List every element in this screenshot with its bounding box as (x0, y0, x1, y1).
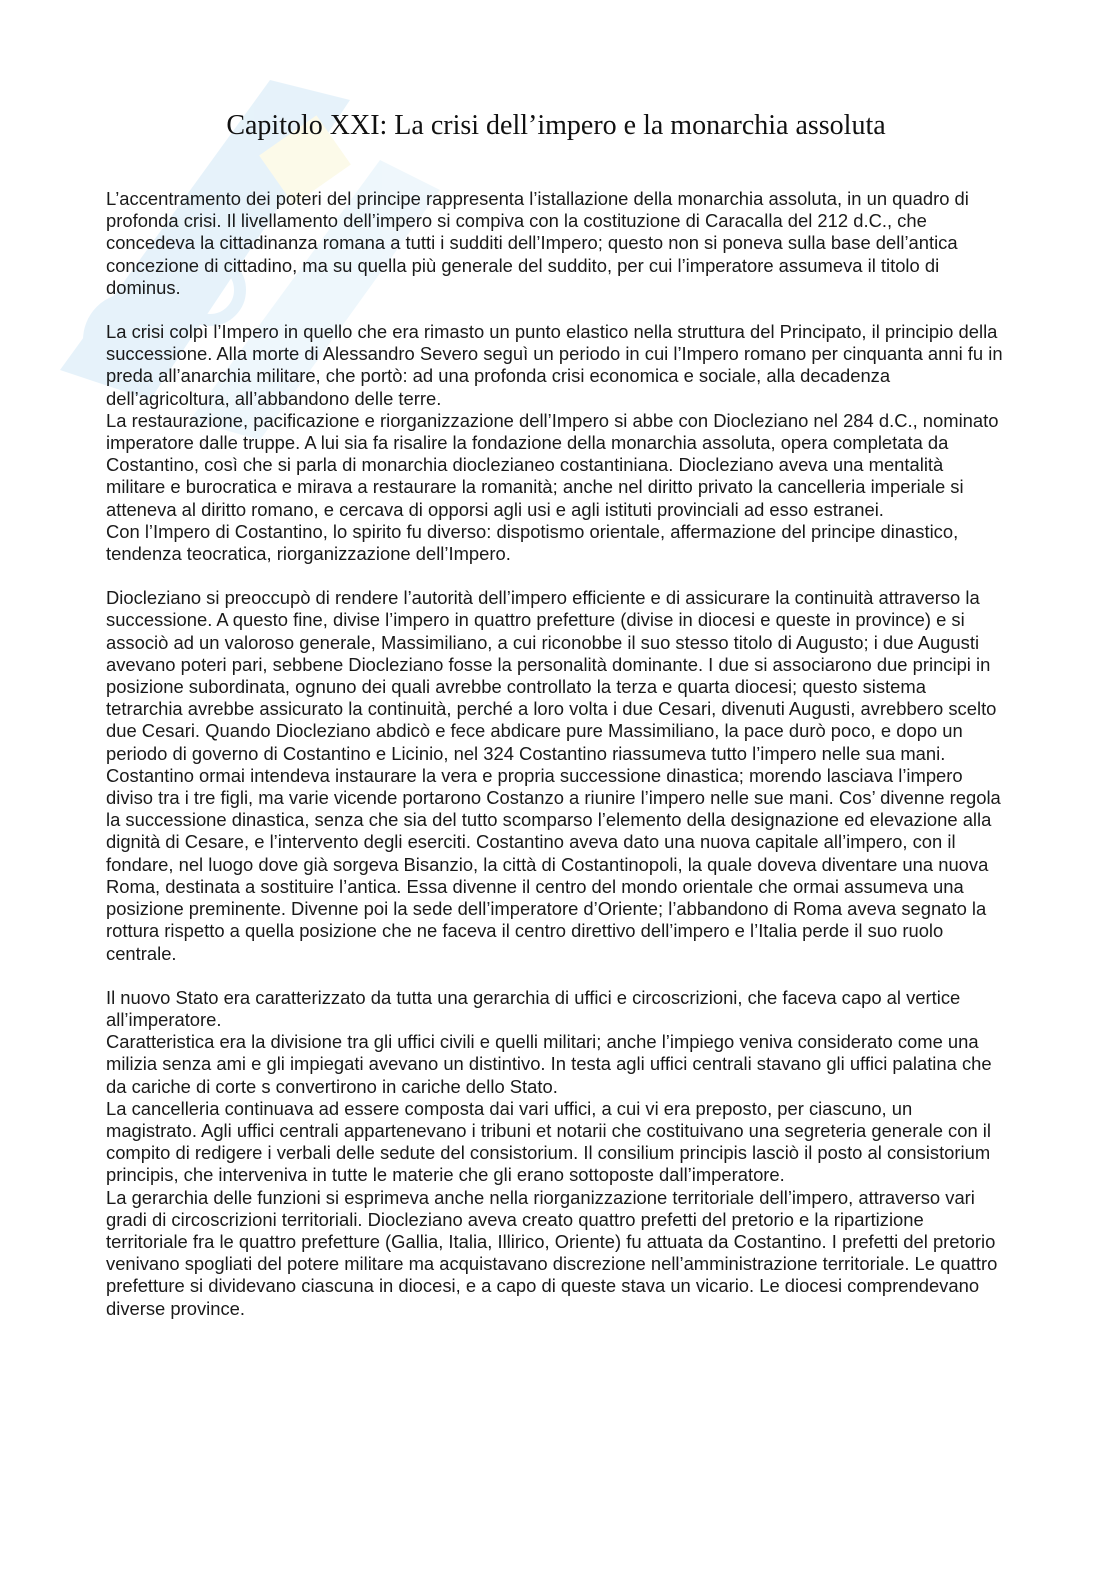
paragraph-gap (106, 965, 1006, 987)
document-page (106, 108, 1006, 1320)
body-paragraph: Diocleziano si preoccupò di rendere l’autorità dell’impero efficiente e di assicurare la continuità attraverso la successione. A questo fine, divise l’impero in quattro prefetture (divise in diocesi e queste in province) e si associò ad un valoroso generale, Massimiliano, a cui riconobbe il suo stesso titolo di Augusto; i due Augusti avevano poteri pari, sebbene Diocleziano fosse la personalità dominante. I due si associarono due principi in posizione subordinata, ognuno dei quali avrebbe controllato la terza e quarta diocesi; questo sistema tetrarchia avrebbe assicurato la continuità, perché a loro volta i due Cesari, divenuti Augusti, avrebbero scelto due Cesari. Quando Diocleziano abdicò e fece abdicare pure Massimiliano, la pace durò poco, e dopo un periodo di governo di Costantino e Licinio, nel 324 Costantino riassumeva tutto l’impero nelle sua mani. Costantino ormai intendeva instaurare la vera e propria successione dinastica; morendo lasciava l’impero diviso tra i tre figli, ma varie vicende portarono Costanzo a riunire l’impero nelle sue mani. Cos’ divenne regola la successione dinastica, senza che sia del tutto scomparso l’elemento della designazione ed elevazione alla dignità di Cesare, e l’intervento degli eserciti. Costantino aveva dato una nuova capitale all’impero, con il fondare, nel luogo dove già sorgeva Bisanzio, la città di Costantinopoli, la quale doveva diventare una nuova Roma, destinata a sostituire l’antica. Essa divenne il centro del mondo orientale che ormai assumeva una posizione preminente. Divenne poi la sede dell’imperatore d’Oriente; l’abbandono di Roma aveva segnato la rottura rispetto a quella posizione che ne faceva il centro direttivo dell’impero e l’Italia perde il suo ruolo centrale. (106, 587, 1001, 964)
body-paragraph: La gerarchia delle funzioni si esprimeva anche nella riorganizzazione territoriale dell’impero, attraverso vari gradi di circoscrizioni territoriali. Diocleziano aveva creato quattro prefetti del pretorio e la ripartizione territoriale fra le quattro prefetture (Gallia, Italia, Illirico, Oriente) fu attuata da Costantino. I prefetti del pretorio venivano spogliati del potere militare ma acquistavano discrezione nell’amministrazione territoriale. Le quattro prefetture si dividevano ciascuna in diocesi, e a capo di queste stava un vicario. Le diocesi comprendevano diverse province. (106, 1186, 998, 1319)
body-paragraph: La cancelleria continuava ad essere composta dai vari uffici, a cui vi era preposto, per ciascuno, un magistrato. Agli uffici centrali appartenevano i tribuni et notarii che costituivano una segreteria generale con il compito di redigere i verbali delle sedute del consistorium. Il consilium principis lasciò il posto al consistorium principis, che interveniva in tutte le materie che gli erano sottoposte dall’imperatore. (106, 1097, 991, 1186)
body-paragraph: Caratteristica era la divisione tra gli uffici civili e quelli militari; anche l’impiego veniva considerato come una milizia senza ami e gli impiegati avevano un distintivo. In testa agli uffici centrali stavano gli uffici palatina che da cariche di corte s convertirono in cariche dello Stato. (106, 1031, 992, 1097)
paragraph-gap (106, 299, 1006, 321)
body-paragraph: Il nuovo Stato era caratterizzato da tutta una gerarchia di uffici e circoscrizioni, che faceva capo al vertice all’imperatore. (106, 986, 961, 1030)
page-title: Capitolo XXI: La crisi dell’impero e la monarchia assoluta (226, 110, 886, 141)
body-paragraph: La restaurazione, pacificazione e riorganizzazione dell’Impero si abbe con Diocleziano nel 284 d.C., nominato imperatore dalle truppe. A lui sia fa risalire la fondazione della monarchia assoluta, opera completata da Costantino, così che si parla di monarchia dioclezianeo costantiniana. Diocleziano aveva una mentalità militare e burocratica e mirava a restaurare la romanità; anche nel diritto privato la cancelleria imperiale si atteneva al diritto romano, e cercava di opporsi agli usi e agli istituti provinciali ad esso estranei. (106, 409, 999, 520)
document-body (106, 188, 1006, 1320)
paragraph-gap (106, 565, 1006, 587)
body-paragraph: Con l’Impero di Costantino, lo spirito fu diverso: dispotismo orientale, affermazione del principe dinastico, tendenza teocratica, riorganizzazione dell’Impero. (106, 520, 959, 565)
body-paragraph: L’accentramento dei poteri del principe rappresenta l’istallazione della monarchia assoluta, in un quadro di profonda crisi. Il livellamento dell’impero si compiva con la costituzione di Caracalla del 212 d.C., che concedeva la cittadinanza romana a tutti i sudditi dell’Impero; questo non si poneva sulla base dell’antica concezione di cittadino, ma su quella più generale del suddito, per cui l’imperatore assumeva il titolo di dominus. (106, 188, 969, 298)
body-paragraph: La crisi colpì l’Impero in quello che era rimasto un punto elastico nella struttura del Principato, il principio della successione. Alla morte di Alessandro Severo seguì un periodo in cui l’Impero romano per cinquanta anni fu in preda all’anarchia militare, che portò: ad una profonda crisi economica e sociale, alla decadenza dell’agricoltura, all’abbandono delle terre. (106, 321, 1003, 409)
